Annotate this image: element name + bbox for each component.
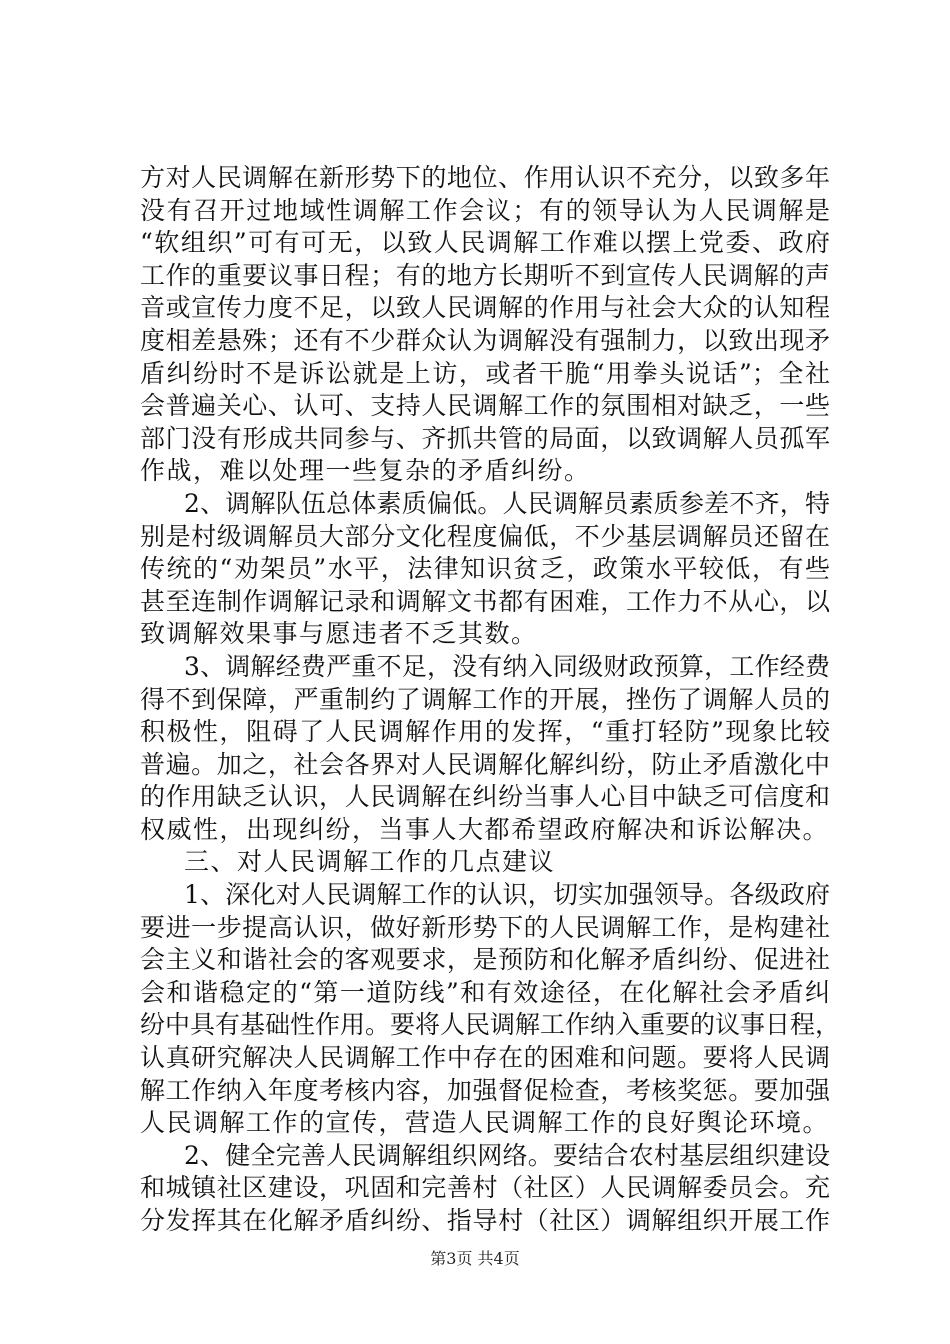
text-line: 方对人民调解在新形势下的地位、作用认识不充分，以致多年 <box>140 163 830 192</box>
page-footer: 第3页 共4页 <box>430 1249 520 1268</box>
text-line: 1、深化对人民调解工作的认识，切实加强领导。各级政府 <box>184 880 830 910</box>
text-line: 会普遍关心、认可、支持人民调解工作的氛围相对缺乏，一些 <box>140 391 830 421</box>
text-line: 解工作纳入年度考核内容，加强督促检查，考核奖惩。要加强 <box>140 1075 830 1105</box>
text-line: 2、调解队伍总体素质偏低。人民调解员素质参差不齐，特 <box>184 488 830 518</box>
text-line: 没有召开过地域性调解工作会议；有的领导认为人民调解是 <box>140 195 830 225</box>
paragraph <box>140 651 830 847</box>
text-line: 2、健全完善人民调解组织网络。要结合农村基层组织建设 <box>184 1140 830 1170</box>
text-line: 积极性，阻碍了人民调解作用的发挥，“重打轻防”现象比较 <box>140 717 830 747</box>
text-line: 盾纠纷时不是诉讼就是上访，或者干脆“用拳头说话”；全社 <box>140 358 830 388</box>
text-line: 普遍。加之，社会各界对人民调解化解纠纷，防止矛盾激化中 <box>140 749 830 779</box>
text-line: 3、调解经费严重不足，没有纳入同级财政预算，工作经费 <box>184 651 830 681</box>
document-body <box>140 162 841 1238</box>
text-line: 权威性，出现纠纷，当事人大都希望政府解决和诉讼解决。 <box>140 814 830 844</box>
paragraph <box>140 488 830 651</box>
text-line: 要进一步提高认识，做好新形势下的人民调解工作，是构建社 <box>140 912 830 942</box>
text-line: 和城镇社区建设，巩固和完善村（社区）人民调解委员会。充 <box>140 1173 830 1203</box>
section-heading <box>140 846 830 879</box>
paragraph <box>140 1140 830 1238</box>
text-line: 会和谐稳定的“第一道防线”和有效途径，在化解社会矛盾纠 <box>140 977 830 1007</box>
text-line: 部门没有形成共同参与、齐抓共管的局面，以致调解人员孤军 <box>140 423 830 453</box>
text-line: 人民调解工作的宣传，营造人民调解工作的良好舆论环境。 <box>140 1108 830 1138</box>
text-line: 度相差悬殊；还有不少群众认为调解没有强制力，以致出现矛 <box>140 325 830 355</box>
text-line: 分发挥其在化解矛盾纠纷、指导村（社区）调解组织开展工作 <box>140 1206 830 1235</box>
text-line: 认真研究解决人民调解工作中存在的困难和问题。要将人民调 <box>140 1043 830 1073</box>
text-line: 得不到保障，严重制约了调解工作的开展，挫伤了调解人员的 <box>140 684 830 714</box>
paragraph <box>140 879 841 1140</box>
text-line: 的作用缺乏认识，人民调解在纠纷当事人心目中缺乏可信度和 <box>140 782 830 812</box>
paragraph <box>140 162 830 488</box>
text-line: 工作的重要议事日程；有的地方长期听不到宣传人民调解的声 <box>140 260 830 290</box>
text-line: 甚至连制作调解记录和调解文书都有困难，工作力不从心，以 <box>140 586 830 616</box>
text-line: 别是村级调解员大部分文化程度偏低，不少基层调解员还留在 <box>140 521 830 551</box>
text-line: 纷中具有基础性作用。要将人民调解工作纳入重要的议事日程， <box>140 1010 841 1040</box>
text-line: 传统的“劝架员”水平，法律知识贫乏，政策水平较低，有些 <box>140 554 830 584</box>
text-line: 会主义和谐社会的客观要求，是预防和化解矛盾纠纷、促进社 <box>140 945 830 975</box>
text-line: 音或宣传力度不足，以致人民调解的作用与社会大众的认知程 <box>140 293 830 323</box>
text-line: 作战，难以处理一些复杂的矛盾纠纷。 <box>140 456 591 486</box>
heading-text: 三、对人民调解工作的几点建议 <box>184 847 556 877</box>
text-line: “软组织”可有可无，以致人民调解工作难以摆上党委、政府 <box>140 228 830 258</box>
text-line: 致调解效果事与愿违者不乏其数。 <box>140 619 538 649</box>
